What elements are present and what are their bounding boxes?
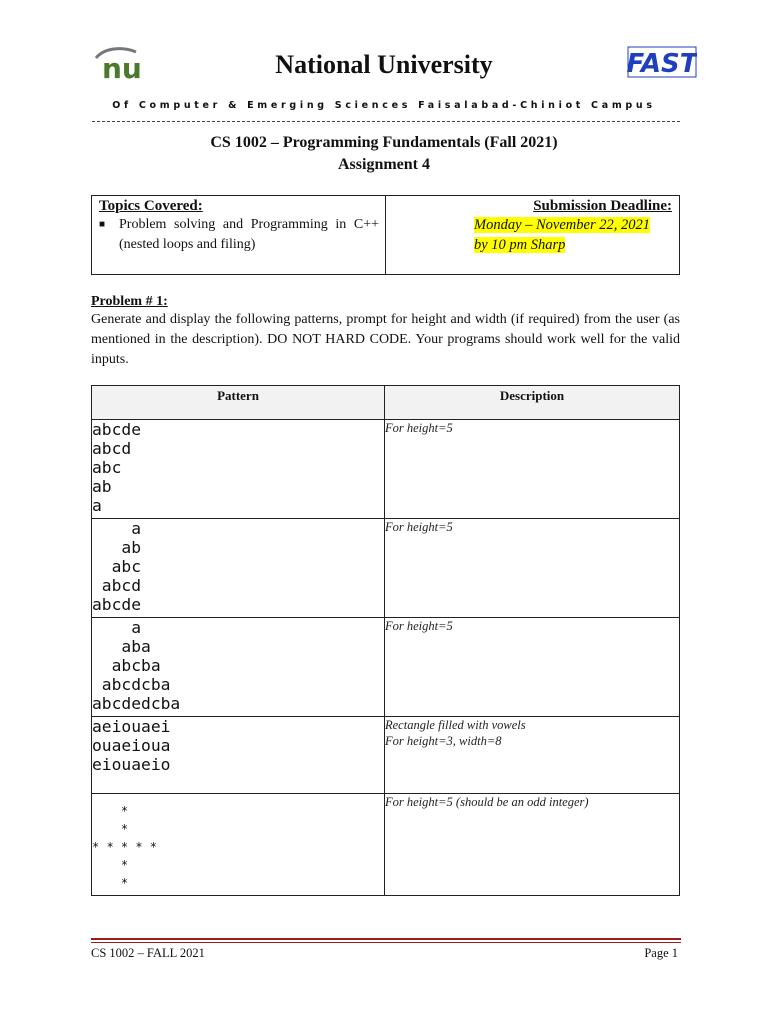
table-row [92, 519, 680, 618]
course-title: CS 1002 – Programming Fundamentals (Fall 2021) [210, 134, 558, 151]
deadline-time: by 10 pm Sharp [474, 237, 566, 253]
pattern-cell: * * * * * * * * * [92, 794, 385, 896]
table-row [92, 794, 680, 896]
pattern-cell: a ab abc abcd abcde [92, 519, 385, 618]
topic-text: Problem solving and Programming in C++ (nested loops and filing) [119, 217, 379, 252]
table-row [92, 618, 680, 717]
problem-heading: Problem # 1: [91, 294, 168, 309]
bullet-icon: ■ [99, 219, 106, 230]
deadline-date: Monday – November 22, 2021 [474, 217, 650, 233]
pattern-column-header: Pattern [92, 386, 385, 420]
table-row [92, 717, 680, 794]
university-title: National University [275, 50, 493, 79]
description-cell: For height=5 [385, 618, 680, 717]
table-row [92, 420, 680, 519]
topics-heading: Topics Covered: [99, 198, 203, 214]
footer-rule-thin [91, 942, 681, 943]
patterns-table [91, 385, 680, 896]
problem-description: Generate and display the following patterns, prompt for height and width (if required) from the user (as mentioned in the description). DO NOT HARD CODE. Your programs should work well for the valid inputs. [91, 312, 680, 367]
table-header-row [92, 386, 680, 420]
page-number: Page 1 [644, 946, 678, 960]
course-heading [0, 132, 768, 176]
pattern-cell: abcde abcd abc ab a [92, 420, 385, 519]
topic-item [99, 215, 379, 255]
description-cell: For height=5 (should be an odd integer) [385, 794, 680, 896]
info-box [91, 195, 680, 275]
description-cell: For height=5 [385, 519, 680, 618]
description-cell: For height=5 [385, 420, 680, 519]
campus-subtitle: Of Computer & Emerging Sciences Faisalabad-Chiniot Campus [112, 100, 656, 111]
deadline-heading: Submission Deadline: [533, 198, 672, 214]
assignment-title: Assignment 4 [337, 156, 430, 173]
topics-cell [92, 196, 386, 274]
nu-logo-text: nu [102, 52, 142, 84]
footer-course: CS 1002 – FALL 2021 [91, 946, 205, 960]
deadline-cell [386, 196, 679, 274]
footer-rule [91, 938, 681, 940]
description-cell: Rectangle filled with vowels For height=3, width=8 [385, 717, 680, 794]
fast-logo-text: FAST [627, 49, 697, 78]
pattern-cell: aeiouaei ouaeioua eiouaeio [92, 717, 385, 794]
description-column-header: Description [385, 386, 680, 420]
header-divider [92, 121, 680, 122]
pattern-cell: a aba abcba abcdcba abcdedcba [92, 618, 385, 717]
